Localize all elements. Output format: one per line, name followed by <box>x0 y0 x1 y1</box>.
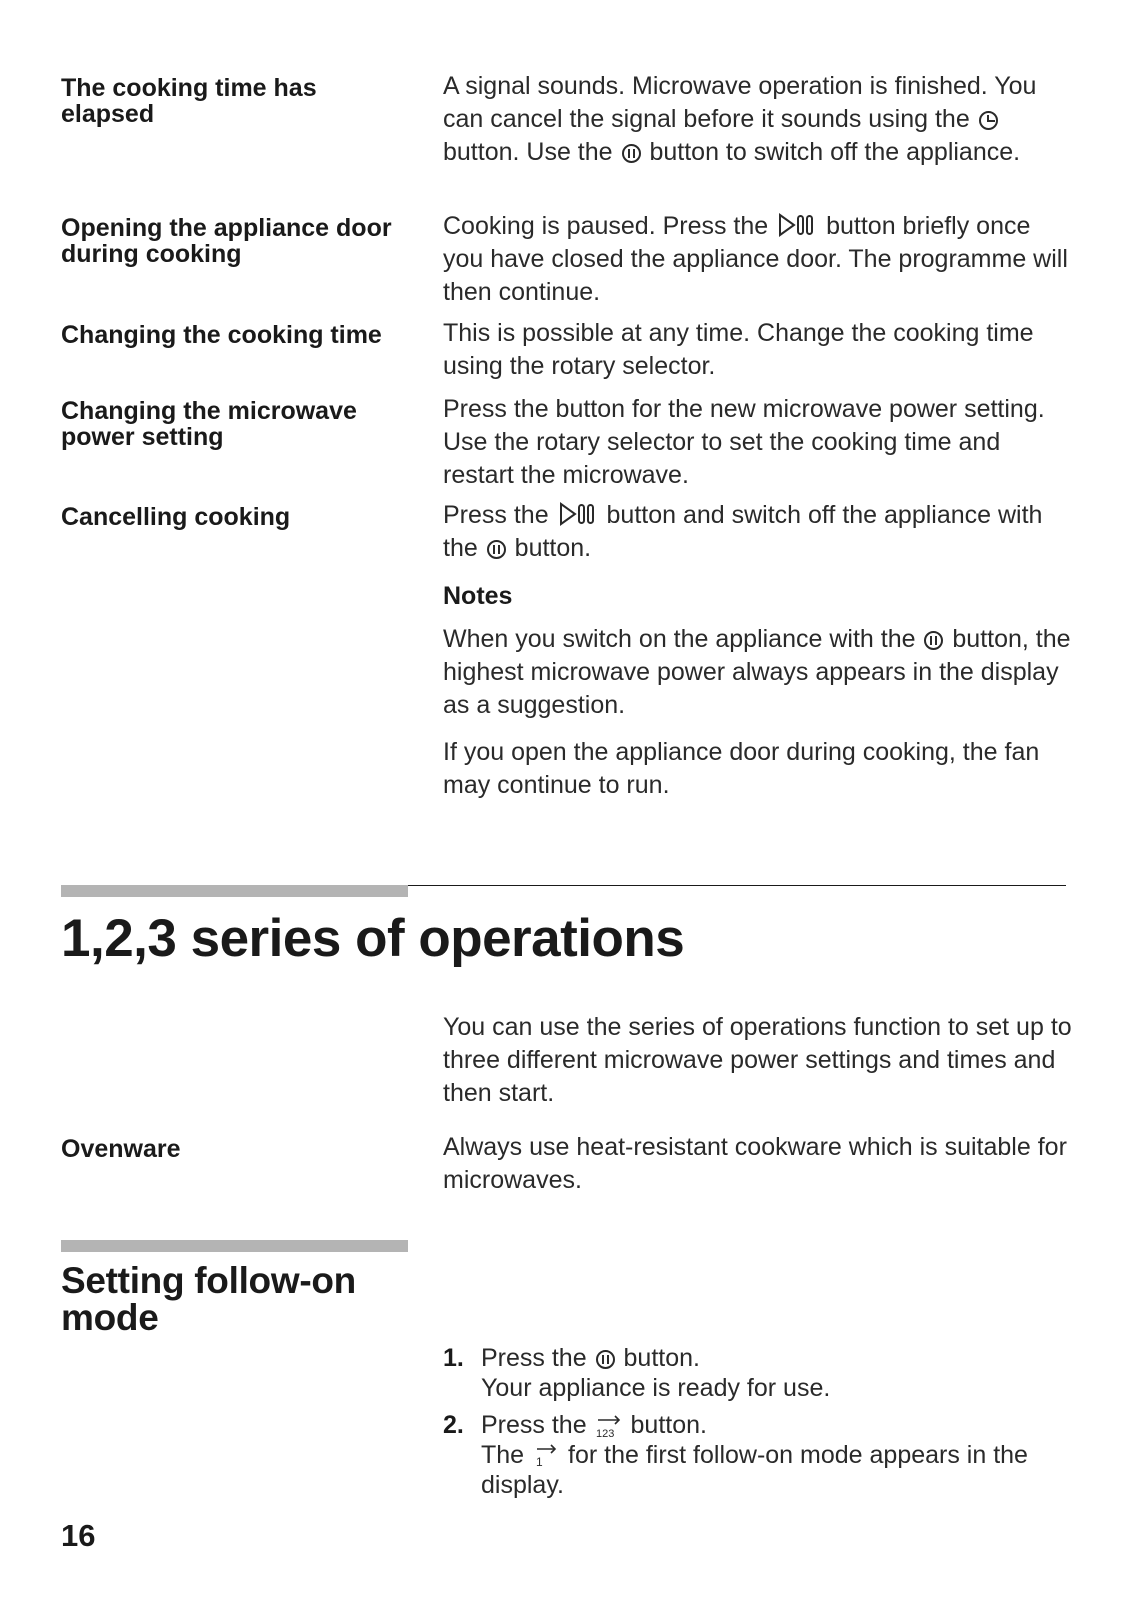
subsection-bar <box>61 1240 408 1252</box>
label-changing-cooking-time: Changing the cooking time <box>61 321 382 349</box>
section-bar <box>61 885 408 897</box>
step-1-text: Press the button. Your appliance is ready for use. <box>481 1344 831 1402</box>
step-2-number: 2. <box>443 1411 464 1439</box>
text-changing-power-setting: Press the button for the new microwave power setting. Use the rotary selector to set the cooking time and restart the microwave. <box>443 395 1045 489</box>
power-icon <box>924 631 943 650</box>
section-title: 1,2,3 series of operations <box>61 909 685 968</box>
note-1: When you switch on the appliance with the button, the highest microwave power always appears in the display as a suggestion. <box>443 625 1071 719</box>
section-intro: You can use the series of operations function to set up to three different microwave power settings and times and then start. <box>443 1013 1072 1107</box>
notes-heading: Notes <box>443 582 513 610</box>
label-cancelling-cooking: Cancelling cooking <box>61 503 291 531</box>
clock-icon <box>979 111 998 130</box>
label-cooking-time-elapsed: The cooking time has elapsed <box>61 74 317 128</box>
label-changing-power-setting: Changing the microwave power setting <box>61 397 357 451</box>
text-ovenware: Always use heat-resistant cookware which is suitable for microwaves. <box>443 1133 1067 1194</box>
svg-text:123: 123 <box>595 1428 614 1439</box>
start-stop-icon <box>558 502 598 526</box>
page-number: 16 <box>61 1518 96 1553</box>
note-2: If you open the appliance door during cooking, the fan may continue to run. <box>443 738 1040 799</box>
section-rule <box>408 885 1066 886</box>
text-changing-cooking-time: This is possible at any time. Change the cooking time using the rotary selector. <box>443 319 1034 380</box>
power-icon <box>596 1350 615 1369</box>
label-opening-door: Opening the appliance door during cooking <box>61 214 392 268</box>
power-icon <box>487 540 506 559</box>
step-1-number: 1. <box>443 1344 464 1372</box>
power-icon <box>622 144 641 163</box>
subsection-title: Setting follow-on mode <box>61 1260 356 1338</box>
svg-text:1: 1 <box>536 1455 543 1469</box>
text-cancelling-cooking: Press the button and switch off the appliance with the button. <box>443 501 1043 562</box>
text-cooking-time-elapsed: A signal sounds. Microwave operation is finished. You can cancel the signal before it sounds using the button. Use the button to switch off the appliance. <box>443 72 1037 166</box>
follow-on-1-icon <box>532 1441 560 1469</box>
series-123-icon <box>595 1411 623 1439</box>
text-opening-door: Cooking is paused. Press the button briefly once you have closed the appliance door. The programme will then continue. <box>443 212 1068 306</box>
step-2-text: Press the 123 button. The 1 for the first follow-on mode appears in the display. <box>481 1411 1028 1499</box>
start-stop-icon <box>777 213 817 237</box>
label-ovenware: Ovenware <box>61 1135 181 1163</box>
